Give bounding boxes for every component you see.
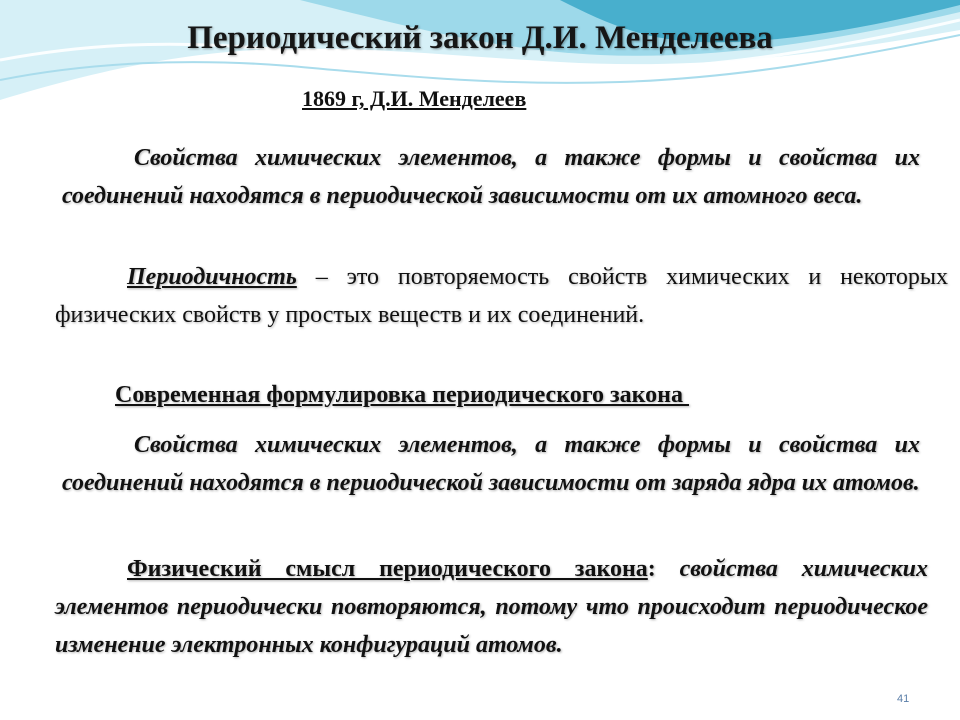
physical-meaning-paragraph bbox=[55, 550, 928, 664]
slide-subtitle: 1869 г, Д.И. Менделеев bbox=[302, 86, 527, 111]
periodicity-term: Периодичность bbox=[127, 264, 297, 290]
slide-title: Периодический закон Д.И. Менделеева bbox=[187, 20, 773, 56]
modern-formulation-heading: Современная формулировка периодического закона bbox=[115, 382, 690, 408]
modern-law-paragraph bbox=[62, 426, 920, 502]
law-1869-paragraph bbox=[62, 139, 920, 215]
law-1869-text: Свойства химических элементов, а также формы и свойства их соединений находятся в периодической зависимости от их атомного веса. bbox=[62, 145, 920, 209]
physical-meaning-colon: : bbox=[647, 556, 656, 582]
periodicity-definition: – это повторяемость свойств химических и некоторых физических свойств у простых веществ и их соединений. bbox=[55, 264, 948, 328]
modern-law-text: Свойства химических элементов, а также формы и свойства их соединений находятся в периодической зависимости от заряда ядра их атомов. bbox=[62, 432, 920, 496]
periodicity-paragraph bbox=[55, 258, 948, 334]
physical-meaning-heading: Физический смысл периодического закона bbox=[127, 556, 648, 582]
page-number: 41 bbox=[897, 693, 910, 705]
physical-meaning-text: свойства химических элементов периодически повторяются, потому что происходит периодическое изменение электронных конфигураций атомов. bbox=[55, 556, 928, 658]
